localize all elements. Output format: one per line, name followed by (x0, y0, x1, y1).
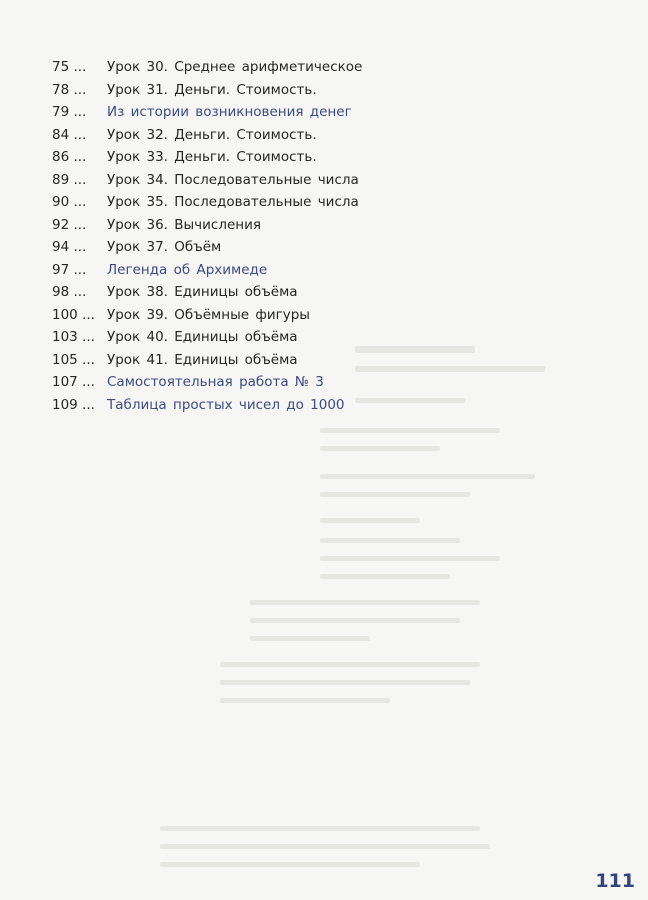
toc-entry (52, 329, 362, 352)
toc-page-number: 78 ... (52, 81, 87, 98)
toc-entry (52, 284, 362, 307)
toc-page-number: 84 ... (52, 126, 87, 143)
toc-page-number: 94 ... (52, 239, 87, 255)
toc-page-number: 103 ... (52, 329, 95, 345)
page-number: 111 (595, 870, 635, 892)
toc-entry (52, 149, 362, 172)
toc-page-number: 98 ... (52, 284, 87, 300)
toc-page-number: 75 ... (52, 59, 87, 75)
toc-title: Урок 38. Единицы объёма (107, 284, 298, 300)
toc-title: Урок 30. Среднее арифметическое (107, 59, 363, 75)
toc-entry (52, 194, 362, 217)
toc-entry (52, 217, 362, 240)
toc-title: Урок 35. Последовательные числа (107, 194, 359, 210)
toc-entry (52, 374, 362, 397)
toc-entry (52, 307, 362, 330)
toc-entry (52, 397, 362, 420)
toc-title: Урок 36. Вычисления (107, 216, 262, 233)
toc-page-number: 105 ... (52, 351, 95, 368)
toc-page-number: 107 ... (52, 374, 95, 390)
toc-title: Урок 39. Объёмные фигуры (107, 306, 310, 323)
toc-title: Самостоятельная работа № 3 (107, 374, 324, 390)
toc-title: Урок 37. Объём (107, 239, 222, 255)
toc-page-number: 90 ... (52, 194, 87, 210)
toc-title: Таблица простых чисел до 1000 (107, 396, 345, 413)
toc-page-number: 100 ... (52, 306, 95, 323)
toc-title: Урок 32. Деньги. Стоимость. (107, 126, 317, 143)
toc-entry (52, 59, 362, 82)
toc-title: Урок 33. Деньги. Стоимость. (107, 149, 317, 165)
toc-entry (52, 262, 362, 285)
toc-title: Урок 31. Деньги. Стоимость. (107, 81, 317, 98)
toc-page-number: 92 ... (52, 216, 87, 233)
toc-entry (52, 172, 362, 195)
table-of-contents (52, 59, 362, 419)
toc-page-number: 79 ... (52, 104, 87, 120)
toc-entry (52, 352, 362, 375)
toc-entry (52, 82, 362, 105)
toc-title: Урок 41. Единицы объёма (107, 351, 298, 368)
toc-title: Урок 40. Единицы объёма (107, 329, 298, 345)
toc-title: Из истории возникновения денег (107, 104, 352, 120)
toc-entry (52, 127, 362, 150)
toc-entry (52, 239, 362, 262)
toc-title: Урок 34. Последовательные числа (107, 171, 359, 188)
toc-title: Легенда об Архимеде (107, 261, 268, 278)
toc-page-number: 109 ... (52, 396, 95, 413)
toc-page-number: 89 ... (52, 171, 87, 188)
toc-page-number: 86 ... (52, 149, 87, 165)
toc-entry (52, 104, 362, 127)
toc-page-number: 97 ... (52, 261, 87, 278)
